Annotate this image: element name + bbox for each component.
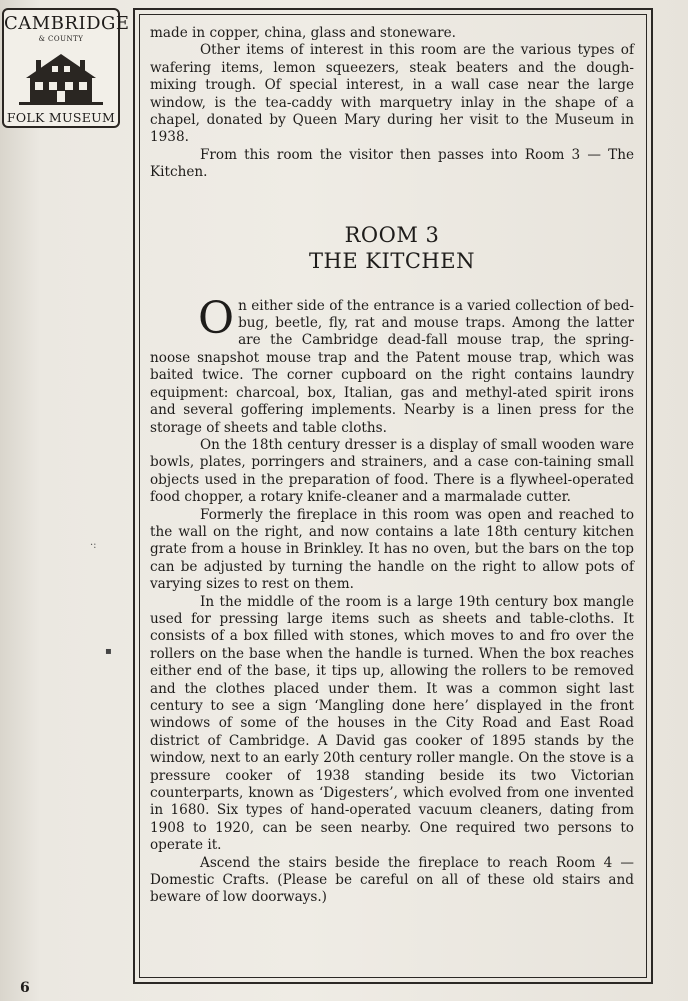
body-paragraph-1-text: n either side of the entrance is a varied collection of bed-bug, beetle, fly, rat and mouse traps. Among the latter are the Cambridge dead-fall mouse trap, the spring-noose snapshot mouse trap and the Patent mouse trap, which was baited twice. The corner cupboard on the right contains laundry equipment: charcoal, box, Italian, gas and methyl-ated spirit irons and several goffering implements. Nearby is a linen press for the storage of sheets and table cloths. (150, 297, 634, 436)
margin-mark: ·: (90, 540, 97, 551)
body-paragraph-5: Ascend the stairs beside the fireplace to reach Room 4 — Domestic Crafts. (Please be careful on all of these old stairs and beware of low doorways.) (150, 854, 634, 906)
margin-dot: ▪ (105, 646, 112, 657)
house-icon (18, 50, 104, 106)
museum-logo (2, 8, 130, 128)
body-paragraph-2: On the 18th century dresser is a display of small wooden ware bowls, plates, porringers and strainers, and a case con-taining small objects used in the preparation of food. There is a flywheel-operated food chopper, a rotary knife-cleaner and a marmalade cutter. (150, 436, 634, 506)
intro-paragraph-3: From this room the visitor then passes into Room 3 — The Kitchen. (150, 146, 634, 181)
page-number: 6 (20, 980, 30, 996)
intro-paragraph-2: Other items of interest in this room are the various types of wafering items, lemon squeezers, steak beaters and the dough-mixing trough. Of special interest, in a wall case near the large window, is the tea-caddy with marquetry inlay in the shape of a chapel, donated by Queen Mary during her visit to the Museum in 1938. (150, 42, 634, 146)
intro-paragraph-1: made in copper, china, glass and stoneware. (150, 25, 456, 41)
room-heading (150, 222, 634, 274)
drop-cap: O (198, 292, 235, 344)
room-title: THE KITCHEN (309, 248, 475, 273)
logo-title: CAMBRIDGE (4, 13, 130, 34)
logo-footer: FOLK MUSEUM (6, 110, 116, 125)
body-paragraph-4: In the middle of the room is a large 19th century box mangle used for pressing large items such as sheets and table-cloths. It consists of a box filled with stones, which moves to and fro over the rollers on the base when the handle is turned. When the box reaches either end of the base, it tips up, allowing the rollers to be removed and the clothes placed under them. It was a common sight last century to see a sign ‘Mangling done here’ displayed in the front windows of some of the houses in the City Road and East Road district of Cambridge. A David gas cooker of 1895 stands by the window, next to an early 20th century roller mangle. On the stove is a pressure cooker of 1938 standing beside its two Victorian counterparts, known as ‘Digesters’, which evolved from one invented in 1680. Six types of hand-operated vacuum cleaners, dating from 1908 to 1920, can be seen nearby. One required two persons to operate it. (150, 593, 634, 854)
room-number: ROOM 3 (344, 222, 440, 247)
logo-subtitle: & COUNTY (38, 35, 84, 43)
page-content (150, 25, 634, 907)
body-paragraph-1 (150, 292, 634, 437)
body-paragraph-3: Formerly the fireplace in this room was open and reached to the wall on the right, and now contains a late 18th century kitchen grate from a house in Brinkley. It has no oven, but the bars on the top can be adjusted by turning the handle on the right to allow pots of varying sizes to rest on them. (150, 506, 634, 593)
